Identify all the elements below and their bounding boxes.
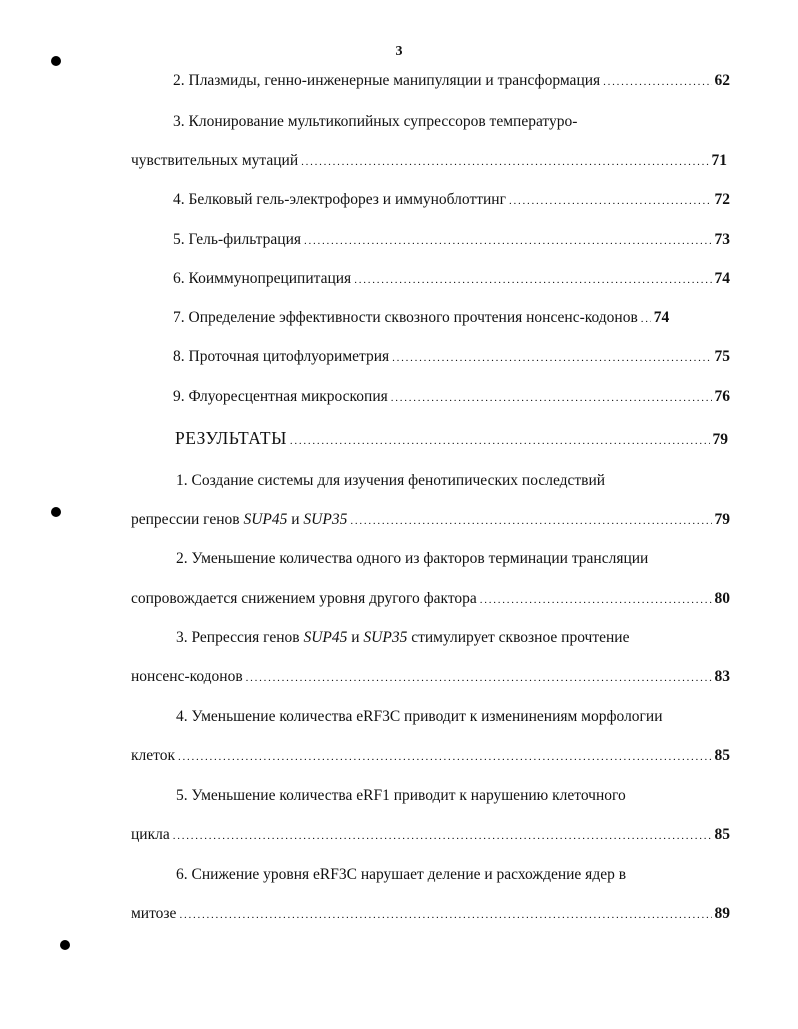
gene-name: SUP35 bbox=[303, 511, 348, 528]
toc-entry-page: 79 bbox=[712, 431, 728, 448]
toc-entry bbox=[131, 905, 730, 927]
toc-entry-text bbox=[131, 511, 347, 529]
toc-entry-page: 62 bbox=[714, 72, 730, 89]
toc-leader-dots bbox=[354, 274, 711, 286]
toc-entry-text: 1. Создание системы для изучения фенотипических последствий bbox=[176, 472, 606, 489]
toc-entry-text: сопровождается снижением уровня другого фактора bbox=[131, 590, 477, 607]
toc-entry-text bbox=[176, 629, 629, 647]
toc-entry bbox=[173, 72, 730, 94]
punch-hole-mark bbox=[51, 507, 61, 517]
toc-entry bbox=[131, 747, 730, 769]
toc-entry bbox=[173, 113, 730, 135]
toc-entry-text: 4. Белковый гель-электрофорез и иммуноблоттинг bbox=[173, 191, 506, 208]
toc-entry-text: 6. Коиммунопреципитация bbox=[173, 270, 352, 287]
toc-leader-dots bbox=[391, 392, 712, 404]
toc-entry bbox=[176, 629, 730, 651]
toc-text-part: репрессии генов bbox=[131, 511, 244, 528]
toc-entry bbox=[176, 472, 730, 494]
toc-section-heading bbox=[175, 428, 728, 450]
toc-entry bbox=[173, 231, 730, 253]
toc-entry-text: 3. Клонирование мультикопийных супрессоров температуро- bbox=[173, 113, 578, 130]
toc-entry-page: 79 bbox=[714, 511, 730, 528]
toc-text-part: 3. Репрессия генов bbox=[176, 629, 304, 646]
toc-entry bbox=[173, 270, 730, 292]
toc-heading-text: РЕЗУЛЬТАТЫ bbox=[175, 428, 287, 448]
toc-leader-dots bbox=[179, 909, 711, 921]
toc-leader-dots bbox=[246, 672, 712, 684]
toc-entry-text: нонсенс-кодонов bbox=[131, 668, 243, 685]
toc-leader-dots bbox=[603, 76, 711, 88]
toc-entry-text: 6. Снижение уровня eRF3C нарушает деление и расхождение ядер в bbox=[176, 866, 627, 883]
toc-entry-text: клеток bbox=[131, 747, 175, 764]
toc-entry-page: 74 bbox=[653, 309, 670, 326]
toc-entry-page: 73 bbox=[714, 231, 730, 248]
toc-entry-page: 75 bbox=[714, 348, 730, 365]
toc-leader-dots bbox=[350, 515, 711, 527]
toc-leader-dots bbox=[173, 830, 712, 842]
toc-entry bbox=[131, 511, 730, 533]
toc-entry-text: митозе bbox=[131, 905, 177, 922]
toc-entry bbox=[176, 787, 730, 809]
toc-text-part: и bbox=[287, 511, 304, 528]
toc-entry-text: 2. Уменьшение количества одного из факторов терминации трансляции bbox=[176, 550, 649, 567]
toc-entry-text: 9. Флуоресцентная микроскопия bbox=[173, 388, 388, 405]
toc-leader-dots bbox=[392, 352, 711, 364]
toc-leader-dots bbox=[290, 435, 710, 447]
punch-hole-mark bbox=[60, 940, 70, 950]
toc-entry-text: 4. Уменьшение количества eRF3C приводит к изменинениям морфологии bbox=[176, 708, 663, 725]
toc-leader-dots bbox=[509, 195, 712, 207]
toc-entry-page: 80 bbox=[714, 590, 730, 607]
toc-entry-page: 83 bbox=[714, 668, 730, 685]
toc-entry-text: 2. Плазмиды, генно-инженерные манипуляции и трансформация bbox=[173, 72, 601, 89]
toc-leader-dots bbox=[480, 594, 712, 606]
toc-leader-dots bbox=[641, 313, 651, 325]
toc-entry-text: 7. Определение эффективности сквозного прочтения нонсенс-кодонов bbox=[173, 309, 638, 326]
toc-entry-text: 5. Гель-фильтрация bbox=[173, 231, 301, 248]
toc-entry bbox=[131, 590, 730, 612]
page-number: 3 bbox=[395, 44, 403, 59]
toc-entry-page: 89 bbox=[714, 905, 730, 922]
toc-entry-text: 5. Уменьшение количества eRF1 приводит к нарушению клеточного bbox=[176, 787, 626, 804]
toc-entry bbox=[173, 388, 730, 410]
toc-entry bbox=[176, 866, 730, 888]
gene-name: SUP35 bbox=[363, 629, 408, 646]
toc-entry bbox=[173, 348, 730, 370]
toc-leader-dots bbox=[301, 156, 708, 168]
toc-entry-page: 85 bbox=[714, 747, 730, 764]
toc-entry-page: 74 bbox=[714, 270, 730, 287]
gene-name: SUP45 bbox=[243, 511, 288, 528]
gene-name: SUP45 bbox=[303, 629, 348, 646]
toc-entry-page: 76 bbox=[714, 388, 730, 405]
toc-entry bbox=[131, 668, 730, 690]
toc-leader-dots bbox=[178, 751, 712, 763]
toc-entry-text: цикла bbox=[131, 826, 170, 843]
toc-entry-text: чувствительных мутаций bbox=[131, 152, 299, 169]
toc-entry-page: 72 bbox=[714, 191, 730, 208]
toc-entry bbox=[173, 191, 730, 213]
toc-entry-page: 71 bbox=[711, 152, 727, 169]
toc-entry bbox=[131, 152, 727, 174]
toc-entry bbox=[176, 550, 730, 572]
toc-text-part: стимулирует сквозное прочтение bbox=[407, 629, 630, 646]
toc-entry-page: 85 bbox=[714, 826, 730, 843]
toc-entry bbox=[176, 708, 736, 730]
toc-entry bbox=[131, 826, 730, 848]
toc-leader-dots bbox=[304, 235, 712, 247]
toc-entry-text: 8. Проточная цитофлуориметрия bbox=[173, 348, 390, 365]
toc-text-part: и bbox=[347, 629, 364, 646]
toc-entry bbox=[173, 309, 730, 331]
